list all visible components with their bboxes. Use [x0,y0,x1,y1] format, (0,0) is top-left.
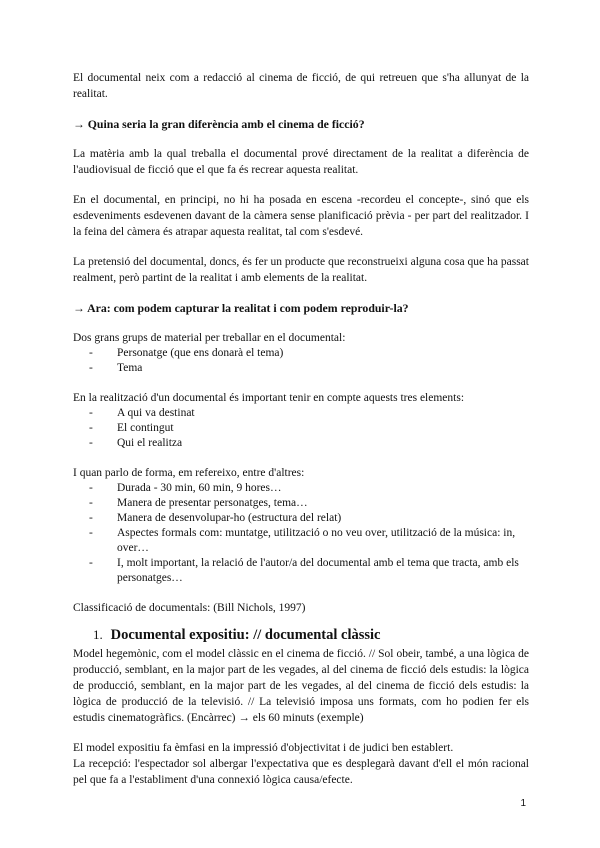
list-item: - Qui el realitza [89,437,183,449]
paragraph-recepcio: La recepció: l'espectador sol albergar l'expectativa que es desplegarà davant d'ell el món racional pel que fa a l'establiment d'una connexió lògica causa/efecte. [73,758,529,786]
question-heading-1: → Quina seria la gran diferència amb el cinema de ficció? [73,117,365,131]
list-item: - Tema [89,362,143,374]
forma-list [73,481,529,586]
groups-intro: Dos grans grups de material per treballar en el documental: [73,332,346,344]
list-item: - Durada - 30 min, 60 min, 9 hores… [89,482,282,494]
list-item: - Aspectes formals com: muntatge, utilització o no veu over, utilització de la música: in, over… [89,527,516,554]
section-title: Documental expositiu: // documental clàssic [110,627,381,643]
forma-intro: I quan parlo de forma, em refereixo, entre d'altres: [73,467,305,479]
classificacio-line: Classificació de documentals: (Bill Nichols, 1997) [73,602,306,614]
section-heading-1 [73,626,529,644]
section-number: 1. [93,627,103,642]
page-number: 1 [520,798,526,809]
list-item: - Manera de desenvolupar-ho (estructura del relat) [89,512,342,524]
groups-list [73,346,529,376]
paragraph-pretensio: La pretensió del documental, doncs, és fer un producte que reconstrueixi alguna cosa que ha passat realment, però partint de la realitat i amb elements de la realitat. [73,256,529,284]
paragraph-materia: La matèria amb la qual treballa el documental prové directament de la realitat a diferència de l'audiovisual de ficció que el que fa és recrear aquesta realitat. [73,148,529,176]
paragraph-model-hegemonic: Model hegemònic, com el model clàssic en el cinema de ficció. // Sol obeir, també, a una lògica de producció, semblant, en la major part de les vegades, al del cinema de ficció dels estudis: la lògica de producció, semblant, en la major part de les vegades, al del cinema de ficció dels estudis: la lògica de producció de la televisió. // La televisió imposa uns formats, com ho podien fer els estudis cinematogràfics. (Encàrrec) → els 60 minuts (exemple) [73,648,529,724]
list-item: - Manera de presentar personatges, tema… [89,497,308,509]
document-page [73,70,529,802]
list-item: - Personatge (que ens donarà el tema) [89,347,284,359]
paragraph-posada-en-escena: En el documental, en principi, no hi ha posada en escena -recordeu el concepte-, sinó que els esdeveniments esdevenen davant de la càmera sense planificació prèvia - per part del realitzador. I la feina del càmera és atrapar aquesta realitat, tal com s'esdevé. [73,194,529,238]
list-item: - I, molt important, la relació de l'autor/a del documental amb el tema que tracta, amb els personatges… [89,557,519,584]
intro-paragraph: El documental neix com a redacció al cinema de ficció, de qui retreuen que s'ha allunyat de la realitat. [73,72,529,100]
paragraph-objectivitat: El model expositiu fa èmfasi en la impressió d'objectivitat i de judici ben establert. [73,742,454,754]
question-heading-2: → Ara: com podem capturar la realitat i com podem reproduir-la? [73,301,409,315]
elements-intro: En la realització d'un documental és important tenir en compte aquests tres elements: [73,392,465,404]
list-item: - El contingut [89,422,174,434]
elements-list [73,406,529,451]
list-item: - A qui va destinat [89,407,195,419]
